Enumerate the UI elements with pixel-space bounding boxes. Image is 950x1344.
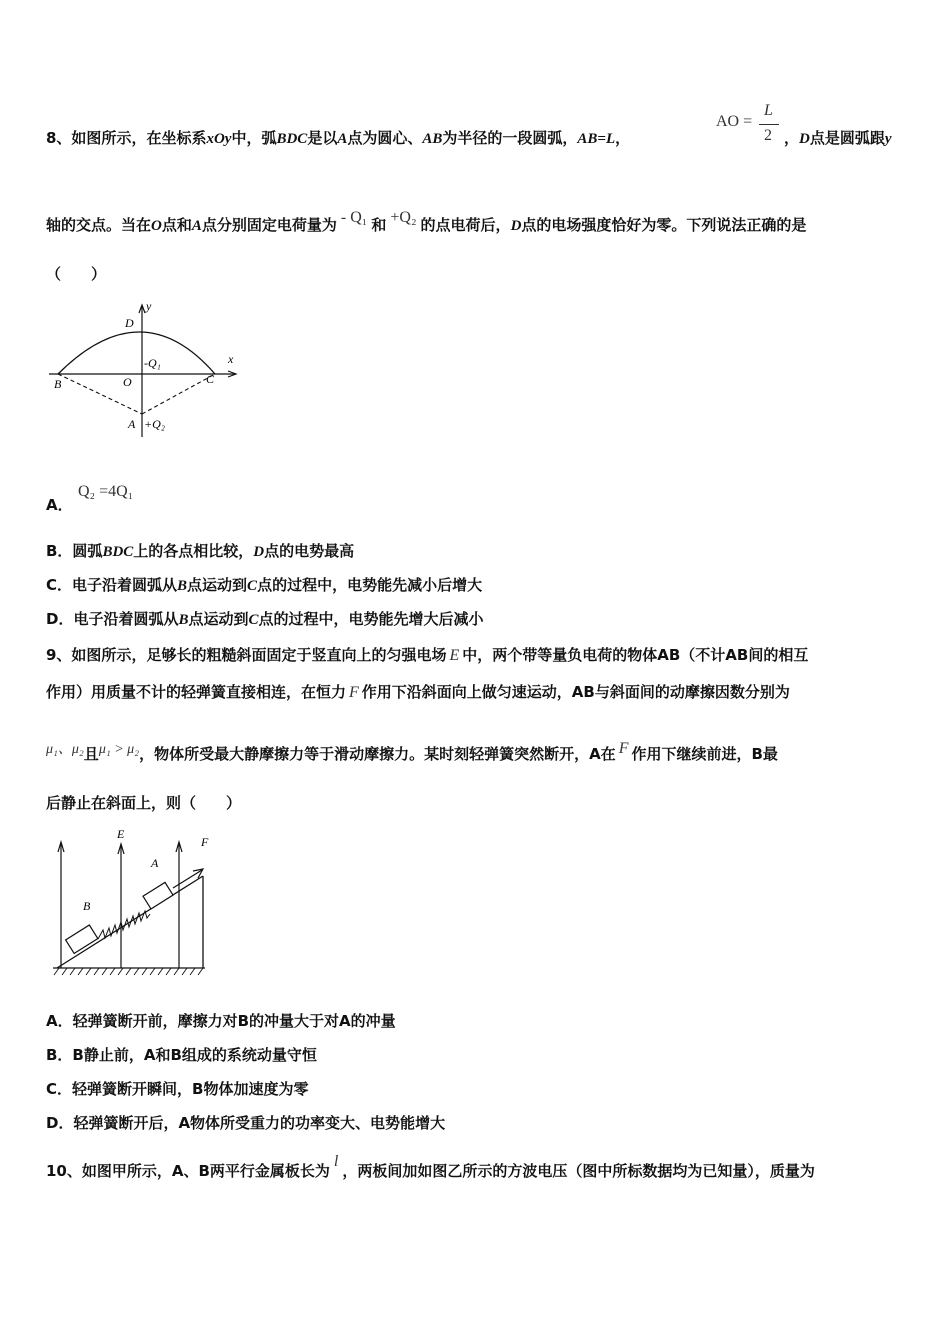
text: 点的过程中，电势能先增大后减小 [258,610,484,628]
text: 9、如图所示，足够长的粗糙斜面固定于竖直向上的匀强电场 [46,646,447,664]
text: 8、如图所示，在坐标系 [46,129,207,147]
q8-bracket: （ ） [46,265,107,283]
text: 和 [371,216,387,234]
q9-option-b: B．B静止前，A和B组成的系统动量守恒 [46,1046,317,1064]
text: 上的各点相比较， [133,542,254,560]
q9-option-a: A．轻弹簧断开前，摩擦力对B的冲量大于对A的冲量 [46,1012,396,1030]
q9-line2 [46,681,790,702]
text: ，两板间加如图乙所示的方波电压（图中所标数据均为已知量），质量为 [342,1162,815,1180]
text: 点的过程中，电势能先减小后增大 [257,576,483,594]
ao-den: 2 [764,127,772,144]
text: D．电子沿着圆弧从 [46,610,179,628]
q8-line1 [46,127,630,148]
var-l: l [333,1153,339,1170]
text: 10、如图甲所示，A、B两平行金属板长为 [46,1162,330,1180]
var-f: F [349,684,359,701]
block-a [143,882,173,909]
label-e: E [117,828,125,841]
var-bdc: BDC [276,131,308,147]
text: 轴的交点。当在 [46,216,152,234]
var-b: B [177,578,188,594]
q8-option-a [46,494,73,515]
q8-option-c [46,574,482,595]
text: 点分别固定电荷量为 [201,216,337,234]
var-f: F [618,740,629,757]
text: 的点电荷后， [420,216,511,234]
var-o: O [151,218,162,234]
q9-line4: 后静止在斜面上，则（ ） [46,794,242,812]
q9-line1 [46,644,808,665]
q9-figure [45,828,220,983]
q8-option-a-math: Q₂ =4Q₁ [78,483,134,500]
q9-option-d: D．轻弹簧断开后，A物体所受重力的功率变大、电势能增大 [46,1114,446,1132]
text: 中，弧 [231,129,277,147]
label-q1: -Q₁ [144,356,161,370]
text: 作用下沿斜面向上做匀速运动，AB与斜面间的动摩擦因数分别为 [361,683,790,701]
q8-option-d [46,608,484,629]
q10-line1 [46,1153,815,1181]
var-abl: AB=L [577,131,616,147]
text: 作用）用质量不计的轻弹簧直接相连，在恒力 [46,683,347,701]
text: 点运动到 [188,610,249,628]
label-x: x [228,352,234,366]
text: 点是圆弧跟 [809,129,885,147]
text: 点和 [161,216,192,234]
label-a: A [151,856,159,870]
label-q2: +Q₂ [144,417,165,431]
text: ， [784,129,800,147]
mu-values: μ₁、μ₂ [46,742,84,757]
var-y: y [884,131,892,147]
q8-option-b [46,540,354,561]
text: 点运动到 [187,576,248,594]
label-o: O [123,375,132,389]
charge-minus-q1: - Q₁ [340,209,368,226]
text: 中，两个带等量负电荷的物体AB（不计AB间的相互 [462,646,809,664]
text: 点为圆心、 [347,129,423,147]
mu-inequality: μ₁ > μ₂ [98,742,140,757]
text: 作用下继续前进，B最 [631,745,778,763]
var-c: C [248,612,259,628]
var-c: C [247,578,258,594]
text: ， [615,129,631,147]
ao-num: L [764,102,773,119]
label-a: A [128,417,136,431]
q8-line2 [46,209,807,235]
q9-option-c: C．轻弹簧断开瞬间，B物体加速度为零 [46,1080,309,1098]
label-c: C [206,372,215,386]
var-a: A [191,218,202,234]
text: ，物体所受最大静摩擦力等于滑动摩擦力。某时刻轻弹簧突然断开，A在 [139,745,616,763]
label-b: B [54,377,62,391]
text: 点的电势最高 [264,542,355,560]
block-b [66,925,98,953]
q8-line1-tail [784,127,892,148]
spring [98,911,150,939]
text: B．圆弧 [46,542,103,560]
q8-figure [45,295,245,445]
var-d: D [253,544,265,560]
var-bdc: BDC [102,544,134,560]
incline-surface [57,876,203,968]
ao-lhs: AO = [716,113,753,130]
option-label: A． [46,496,73,514]
arc-bdc [58,332,215,374]
q9-line3 [46,740,778,764]
text: 是以 [307,129,338,147]
label-y: y [146,299,152,313]
fraction-bar [759,124,779,125]
text: C．电子沿着圆弧从 [46,576,178,594]
text: 且 [83,745,99,763]
var-b: B [178,612,189,628]
var-d: D [799,131,810,147]
var-d: D [510,218,522,234]
dashed-ac [142,374,215,414]
var-a: A [337,131,348,147]
text: 为半径的一段圆弧， [442,129,578,147]
var-e: E [449,647,460,664]
ground-hatch [54,968,203,975]
var-xoy: xOy [206,131,232,147]
label-b: B [83,899,91,913]
var-ab: AB [422,131,443,147]
text: 点的电场强度恰好为零。下列说法正确的是 [521,216,807,234]
label-f: F [201,835,209,849]
charge-plus-q2: +Q₂ [390,209,417,226]
label-d: D [125,316,134,330]
